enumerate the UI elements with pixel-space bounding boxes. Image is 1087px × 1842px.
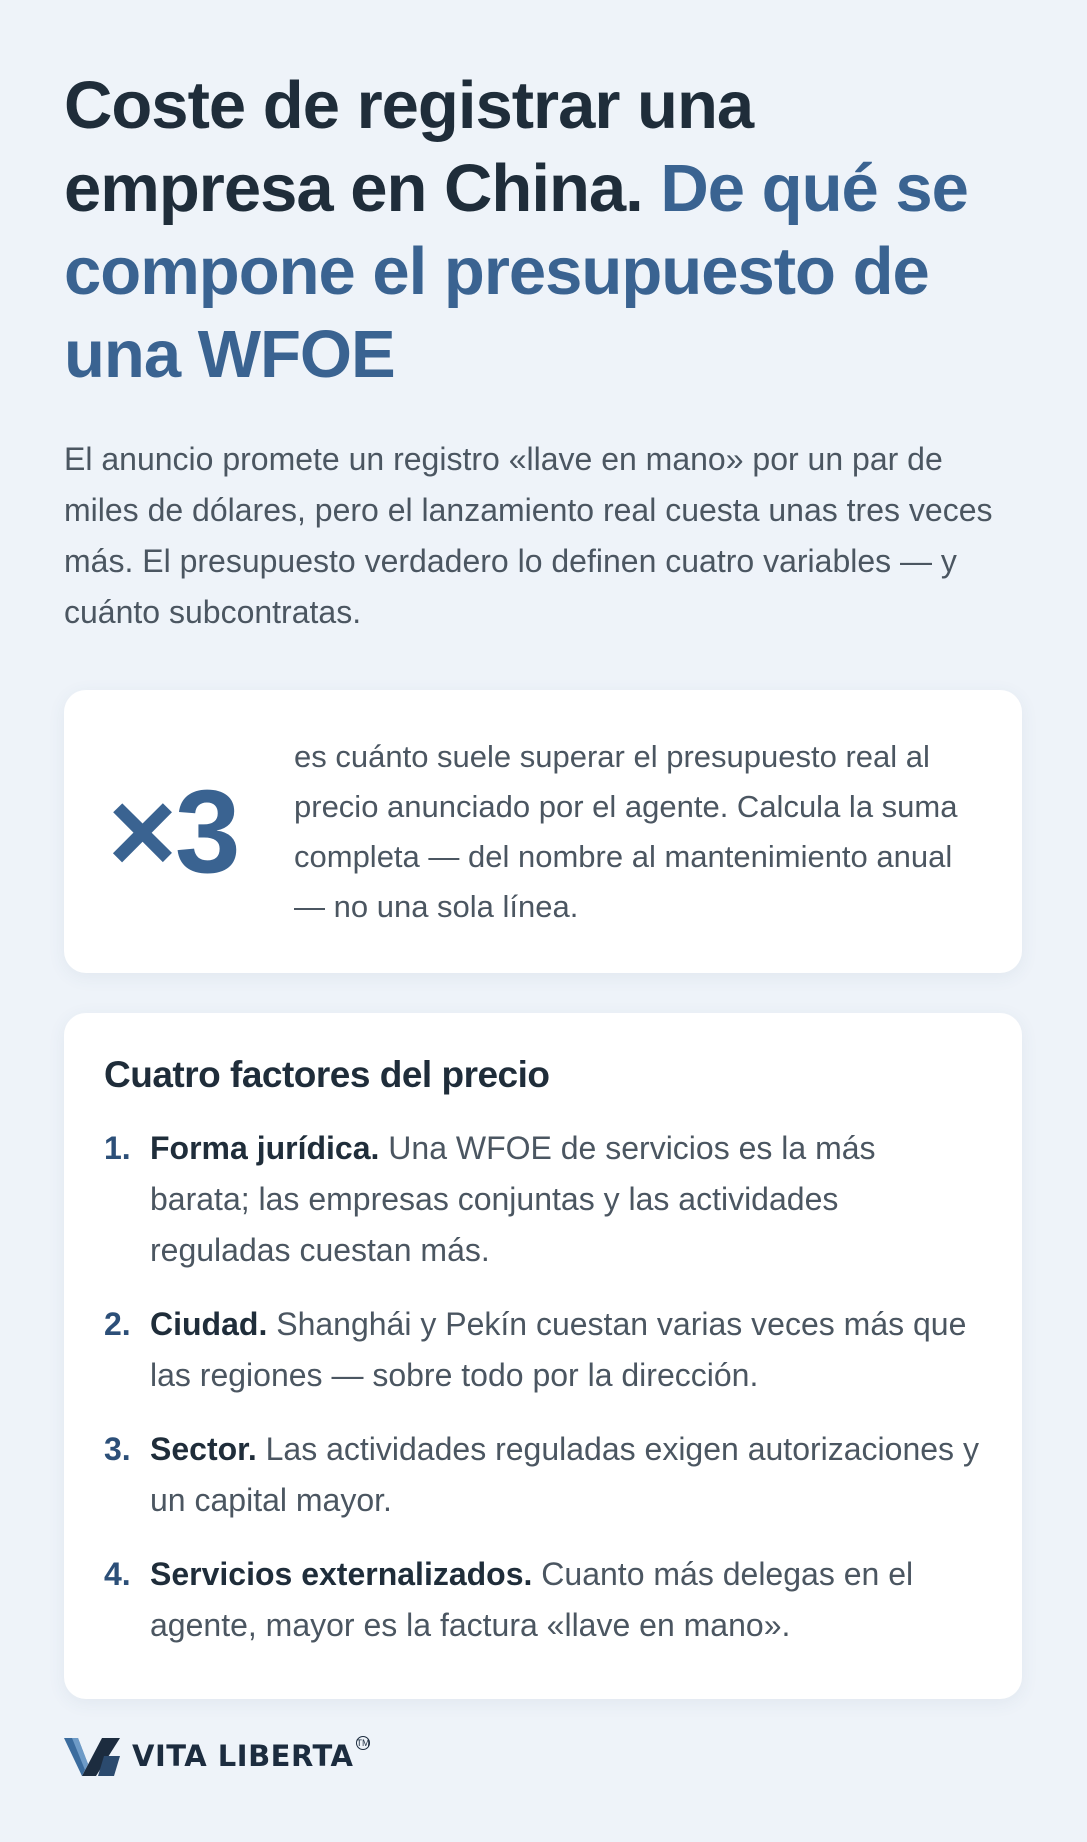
factor-text: Shanghái y Pekín cuestan varias veces más que las regiones — sobre todo por la dirección. [150,1306,967,1393]
stat-card [64,690,1022,973]
factor-number: 4. [104,1556,131,1592]
factor-body [150,1424,982,1526]
factors-list [104,1123,982,1651]
factor-number: 2. [104,1306,131,1342]
factor-body [150,1549,982,1651]
factor-heading: Sector. [150,1431,257,1467]
factors-title: Cuatro factores del precio [104,1054,550,1095]
factor-body [150,1299,982,1401]
stat-value: ×3 [108,765,239,898]
factor-number: 1. [104,1130,131,1166]
factor-heading: Servicios externalizados. [150,1556,533,1592]
title-main: Coste de registrar una empresa en China. [64,68,754,226]
factor-text: Cuanto más delegas en el agente, mayor es la factura «llave en mano». [150,1556,914,1643]
factor-item [104,1299,982,1401]
factor-body [150,1123,982,1276]
vita-liberta-logo-icon [64,1734,120,1778]
factor-item [104,1123,982,1276]
trademark-mark: TM [356,1738,370,1748]
brand-name: VITA LIBERTA [132,1739,354,1773]
factor-item [104,1424,982,1526]
intro-paragraph: El anuncio promete un registro «llave en mano» por un par de miles de dólares, pero el lanzamiento real cuesta unas tres veces más. El presupuesto verdadero lo definen cuatro variables — y cuánto subcontratas. [64,441,993,630]
title-accent: De qué se compone el presupuesto de una WFOE [64,151,968,392]
factor-heading: Forma jurídica. [150,1130,380,1166]
brand-footer [64,1734,370,1778]
stat-description: es cuánto suele superar el presupuesto real al precio anunciado por el agente. Calcula la suma completa — del nombre al mantenimiento anual — no una sola línea. [294,738,958,924]
factor-text: Una WFOE de servicios es la más barata; las empresas conjuntas y las actividades reguladas cuestan más. [150,1130,876,1268]
page-content [64,64,1022,1699]
factors-card [64,1013,1022,1699]
factor-text: Las actividades reguladas exigen autorizaciones y un capital mayor. [150,1431,979,1518]
factor-heading: Ciudad. [150,1306,268,1342]
factor-item [104,1549,982,1651]
factor-number: 3. [104,1431,131,1467]
page-title [64,64,1022,396]
